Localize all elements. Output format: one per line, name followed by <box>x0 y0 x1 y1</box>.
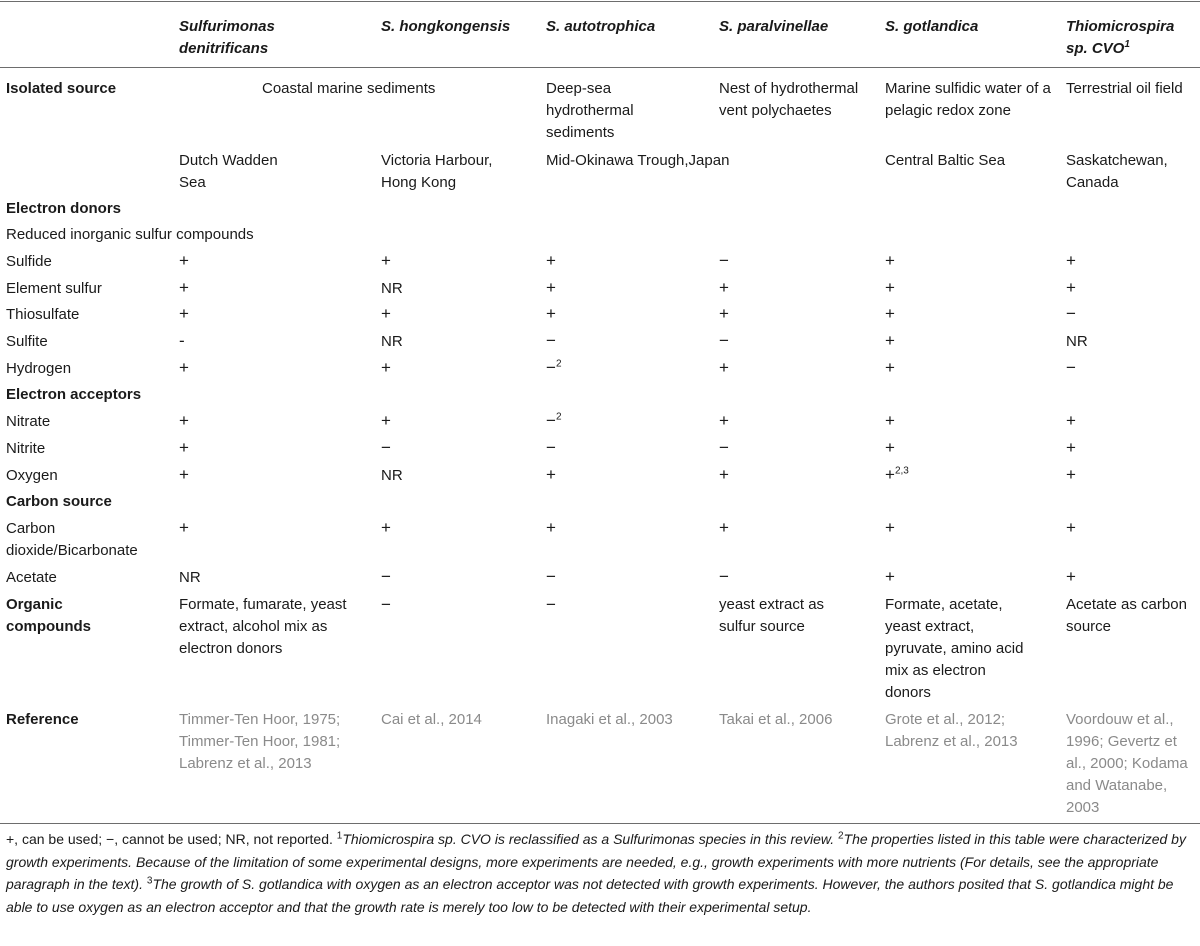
cell-nitrite-col6 <box>1066 437 1126 459</box>
cell-thiosulfate-col1 <box>179 303 239 325</box>
row-label-carbon-source: Carbon source <box>6 493 112 510</box>
cell-oxygen-col6 <box>1066 464 1126 486</box>
cell-acetate-col4 <box>719 566 779 588</box>
cell-value: + <box>179 411 189 430</box>
cell-value: + <box>546 304 556 323</box>
cell-value: NR <box>1066 333 1088 350</box>
cell-acetate-col5 <box>885 566 945 588</box>
cell-nitrite-col1 <box>179 437 239 459</box>
cell-value: + <box>885 465 895 484</box>
footnote-2-text: The properties listed in this table were characterized by growth experiments. Because of the limitation of some experimental designs, more experiments are needed, e.g., growth experiments with more nutrients (For details, see the appropriate paragraph in the text). <box>6 831 1186 892</box>
cell-value: − <box>546 411 556 430</box>
cell-acetate-col2 <box>381 566 441 588</box>
cell-oxygen-col4 <box>719 464 779 486</box>
cell-value: + <box>1066 518 1076 537</box>
cell-value: + <box>885 438 895 457</box>
table-footnote <box>6 828 1192 918</box>
cell-value: − <box>381 567 391 586</box>
header-thiomicrospira: Thiomicrospira sp. CVO$^1$ <box>1066 18 1175 57</box>
cell-value: + <box>719 411 729 430</box>
cell-carbon-dioxide-bicarbonate-col3 <box>546 517 606 539</box>
habitat-vent-nest: Nest of hydrothermal vent polychaetes <box>719 80 859 119</box>
cell-acetate-col3 <box>546 566 606 588</box>
location-saskatchewan: Saskatchewan, Canada <box>1066 152 1168 191</box>
cell-value: + <box>381 411 391 430</box>
cell-value: + <box>719 278 729 297</box>
cell-value: NR <box>381 333 403 350</box>
cell-value: + <box>1066 278 1076 297</box>
cell-sulfite-col5 <box>885 330 945 352</box>
row-label-thiosulfate: Thiosulfate <box>6 306 80 323</box>
cell-hydrogen-col4 <box>719 357 779 379</box>
header-s-hongkongensis: S. hongkongensis <box>381 18 511 35</box>
row-label-oxygen: Oxygen <box>6 467 58 484</box>
row-label-sulfite: Sulfite <box>6 333 48 350</box>
cell-value: + <box>179 438 189 457</box>
cell-sulfide-col1 <box>179 250 239 272</box>
cell-oxygen-col2 <box>381 465 441 487</box>
cell-oxygen-col3 <box>546 464 606 486</box>
row-label-acetate: Acetate <box>6 569 57 586</box>
cell-sulfite-col2 <box>381 331 441 353</box>
top-rule <box>0 1 1200 2</box>
row-label-nitrite: Nitrite <box>6 440 46 457</box>
cell-hydrogen-col3 <box>546 357 606 379</box>
cell-nitrite-col5 <box>885 437 945 459</box>
cell-oxygen-col5 <box>885 464 945 486</box>
header-footnote-marker: 1 <box>1124 39 1130 50</box>
organic-c6: Acetate as carbon source <box>1066 596 1187 635</box>
cell-value: + <box>381 251 391 270</box>
cell-element-sulfur-col4 <box>719 277 779 299</box>
cell-thiosulfate-col5 <box>885 303 945 325</box>
cell-element-sulfur-col3 <box>546 277 606 299</box>
header-rule <box>0 67 1200 68</box>
cell-value: - <box>179 331 185 350</box>
footnote-marker-3: 3 <box>146 875 153 887</box>
cell-element-sulfur-col6 <box>1066 277 1126 299</box>
footnote-marker-1: 1 <box>336 830 343 842</box>
cell-carbon-dioxide-bicarbonate-col2 <box>381 517 441 539</box>
cell-value: − <box>719 438 729 457</box>
header-s-autotrophica: S. autotrophica <box>546 18 656 35</box>
reference-c4: Takai et al., 2006 <box>719 711 833 728</box>
row-label-reduced-sulfur: Reduced inorganic sulfur compounds <box>6 226 254 243</box>
cell-value: + <box>1066 411 1076 430</box>
cell-value: − <box>546 331 556 350</box>
reference-c1: Timmer-Ten Hoor, 1975; Timmer-Ten Hoor, 1981; Labrenz et al., 2013 <box>179 711 341 772</box>
cell-value: + <box>885 331 895 350</box>
reference-c3: Inagaki et al., 2003 <box>546 711 673 728</box>
cell-value: − <box>381 438 391 457</box>
cell-thiosulfate-col2 <box>381 303 441 325</box>
reference-c6: Voordouw et al., 1996; Gevertz et al., 2000; Kodama and Watanabe, 2003 <box>1066 711 1188 816</box>
row-label-isolated-source: Isolated source <box>6 80 117 97</box>
cell-value: + <box>1066 465 1076 484</box>
cell-value: − <box>546 438 556 457</box>
cell-thiosulfate-col4 <box>719 303 779 325</box>
cell-carbon-dioxide-bicarbonate-col6 <box>1066 517 1126 539</box>
cell-oxygen-col1 <box>179 464 239 486</box>
cell-value: + <box>179 304 189 323</box>
cell-value: NR <box>179 569 201 586</box>
cell-nitrate-col6 <box>1066 410 1126 432</box>
cell-value: + <box>179 465 189 484</box>
row-label-element-sulfur: Element sulfur <box>6 280 102 297</box>
cell-nitrite-col4 <box>719 437 779 459</box>
cell-value: + <box>546 251 556 270</box>
cell-value: + <box>885 411 895 430</box>
cell-sulfide-col5 <box>885 250 945 272</box>
cell-value: + <box>179 358 189 377</box>
cell-value: + <box>546 518 556 537</box>
footnote-marker: 2,3 <box>894 465 909 477</box>
cell-value: + <box>381 304 391 323</box>
cell-value: + <box>179 518 189 537</box>
row-label-sulfide: Sulfide <box>6 253 52 270</box>
cell-nitrate-col2 <box>381 410 441 432</box>
cell-value: + <box>885 567 895 586</box>
cell-sulfite-col4 <box>719 330 779 352</box>
cell-value: − <box>546 567 556 586</box>
row-label-carbon-dioxide-bicarbonate: Carbon dioxide/Bicarbonate <box>6 520 138 559</box>
cell-sulfite-col6 <box>1066 331 1126 353</box>
row-label-reference: Reference <box>6 711 79 728</box>
location-victoria-harbour: Victoria Harbour, Hong Kong <box>381 152 493 191</box>
cell-sulfide-col2 <box>381 250 441 272</box>
cell-value: + <box>885 278 895 297</box>
header-sulfurimonas-denitrificans: Sulfurimonas denitrificans <box>179 18 275 57</box>
habitat-deep-sea: Deep-sea hydrothermal sediments <box>546 80 634 141</box>
footnote-marker: 2 <box>555 358 562 370</box>
cell-nitrate-col5 <box>885 410 945 432</box>
cell-value: + <box>885 358 895 377</box>
cell-nitrite-col3 <box>546 437 606 459</box>
cell-value: + <box>179 278 189 297</box>
reference-c5: Grote et al., 2012; Labrenz et al., 2013 <box>885 711 1018 750</box>
cell-hydrogen-col2 <box>381 357 441 379</box>
organic-c5: Formate, acetate, yeast extract, pyruvate, amino acid mix as electron donors <box>885 596 1024 701</box>
cell-value: + <box>719 358 729 377</box>
cell-sulfide-col6 <box>1066 250 1126 272</box>
cell-acetate-col1 <box>179 567 239 589</box>
footnote-3-text: The growth of S. gotlandica with oxygen as an electron acceptor was not detected with growth experiments. However, the authors posited that S. gotlandica might be able to use oxygen as an electron acceptor and that the growth rate is merely too low to be detected with their experimental setup. <box>6 876 1174 915</box>
cell-nitrate-col4 <box>719 410 779 432</box>
organic-c4: yeast extract as sulfur source <box>719 596 825 635</box>
cell-sulfite-col1 <box>179 330 239 352</box>
cell-value: − <box>719 331 729 350</box>
cell-value: + <box>719 304 729 323</box>
cell-nitrite-col2 <box>381 437 441 459</box>
cell-element-sulfur-col5 <box>885 277 945 299</box>
habitat-coastal: Coastal marine sediments <box>262 80 436 97</box>
cell-carbon-dioxide-bicarbonate-col1 <box>179 517 239 539</box>
footnote-1-text: Thiomicrospira sp. CVO is reclassified as a Sulfurimonas species in this review. <box>342 831 838 847</box>
cell-carbon-dioxide-bicarbonate-col5 <box>885 517 945 539</box>
cell-hydrogen-col5 <box>885 357 945 379</box>
reference-c2: Cai et al., 2014 <box>381 711 482 728</box>
row-label-nitrate: Nitrate <box>6 413 51 430</box>
organic-c2: − <box>381 595 391 614</box>
cell-value: + <box>546 465 556 484</box>
cell-hydrogen-col1 <box>179 357 239 379</box>
cell-value: + <box>719 465 729 484</box>
row-label-electron-donors: Electron donors <box>6 200 122 217</box>
cell-value: − <box>719 251 729 270</box>
row-label-electron-acceptors: Electron acceptors <box>6 386 142 403</box>
header-s-gotlandica: S. gotlandica <box>885 18 979 35</box>
location-baltic: Central Baltic Sea <box>885 152 1006 169</box>
cell-value: − <box>1066 358 1076 377</box>
footnote-legend: +, can be used; −, cannot be used; NR, not reported. <box>6 831 337 847</box>
footnote-marker-2: 2 <box>837 830 844 842</box>
cell-value: − <box>1066 304 1076 323</box>
cell-value: + <box>719 518 729 537</box>
cell-value: + <box>179 251 189 270</box>
cell-acetate-col6 <box>1066 566 1126 588</box>
cell-value: + <box>381 358 391 377</box>
cell-hydrogen-col6 <box>1066 357 1126 379</box>
habitat-oil-field: Terrestrial oil field <box>1066 80 1183 97</box>
organic-c3: − <box>546 595 556 614</box>
cell-thiosulfate-col3 <box>546 303 606 325</box>
bottom-rule <box>0 823 1200 824</box>
cell-sulfide-col3 <box>546 250 606 272</box>
habitat-sulfidic-water: Marine sulfidic water of a pelagic redox zone <box>885 80 1051 119</box>
cell-value: + <box>1066 438 1076 457</box>
cell-value: + <box>1066 567 1076 586</box>
header-s-paralvinellae: S. paralvinellae <box>719 18 829 35</box>
cell-value: − <box>546 358 556 377</box>
cell-nitrate-col3 <box>546 410 606 432</box>
cell-sulfide-col4 <box>719 250 779 272</box>
cell-thiosulfate-col6 <box>1066 303 1126 325</box>
cell-value: + <box>546 278 556 297</box>
cell-value: + <box>885 304 895 323</box>
footnote-marker: 2 <box>555 411 562 423</box>
cell-value: + <box>885 251 895 270</box>
cell-nitrate-col1 <box>179 410 239 432</box>
cell-value: − <box>719 567 729 586</box>
cell-element-sulfur-col1 <box>179 277 239 299</box>
organic-c1: Formate, fumarate, yeast extract, alcohol mix as electron donors <box>179 596 347 657</box>
cell-element-sulfur-col2 <box>381 278 441 300</box>
cell-sulfite-col3 <box>546 330 606 352</box>
cell-value: + <box>885 518 895 537</box>
row-label-hydrogen: Hydrogen <box>6 360 72 377</box>
cell-value: NR <box>381 280 403 297</box>
location-wadden-sea: Dutch Wadden Sea <box>179 152 278 191</box>
location-okinawa: Mid-Okinawa Trough,Japan <box>546 152 730 169</box>
cell-value: + <box>1066 251 1076 270</box>
row-label-organic-compounds: Organic compounds <box>6 596 91 635</box>
cell-value: + <box>381 518 391 537</box>
cell-carbon-dioxide-bicarbonate-col4 <box>719 517 779 539</box>
cell-value: NR <box>381 467 403 484</box>
